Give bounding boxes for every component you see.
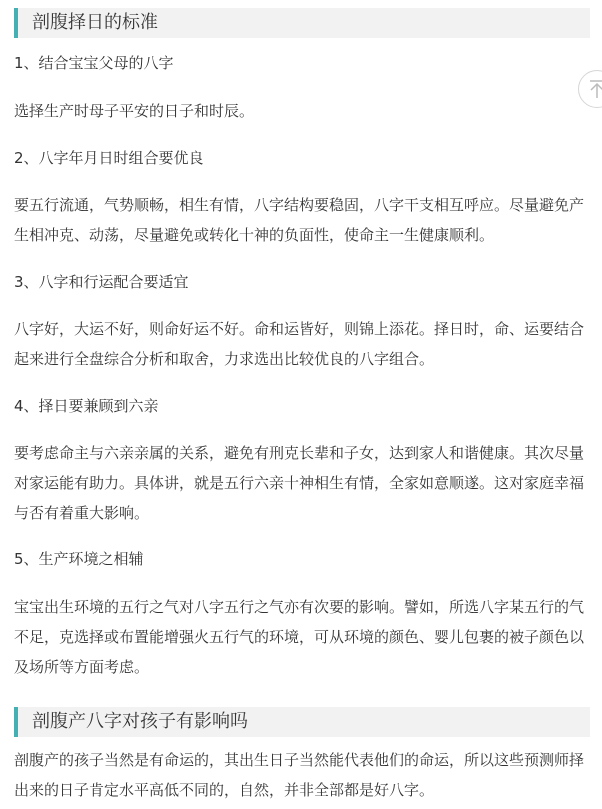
section-heading: 剖腹择日的标准: [14, 8, 590, 38]
paragraph-5: 宝宝出生环境的五行之气对八字五行之气亦有次要的影响。譬如，所选八字某五行的气不足，克选择或布置能增强火五行气的环境，可从环境的颜色、婴儿包裹的被子颜色以及场所等方面考虑。: [14, 598, 585, 676]
paragraph-2: 要五行流通，气势顺畅，相生有情，八字结构要稳固，八字干支相互呼应。尽量避免产生相冲克、动荡，尽量避免或转化十神的负面性，使命主一生健康顺利。: [14, 196, 585, 244]
subheading-4: 4、择日要兼顾到六亲: [14, 397, 159, 415]
subheading-2: 2、八字年月日时组合要优良: [14, 149, 204, 167]
subheading-5: 5、生产环境之相辅: [14, 550, 144, 568]
arrow-up-icon: [588, 79, 602, 99]
paragraph-1: 选择生产时母子平安的日子和时辰。: [14, 102, 255, 120]
section-heading: 剖腹产八字对孩子有影响吗: [14, 707, 590, 737]
paragraph-3: 八字好，大运不好，则命好运不好。命和运皆好，则锦上添花。择日时，命、运要结合起来进行全盘综合分析和取舍，力求选出比较优良的八字组合。: [14, 320, 585, 368]
paragraph-6: 剖腹产的孩子当然是有命运的，其出生日子当然能代表他们的命运，所以这些预测师择出来的日子肯定水平高低不同的，自然，并非全部都是好八字。: [14, 751, 585, 799]
subheading-1: 1、结合宝宝父母的八字: [14, 54, 174, 72]
subheading-3: 3、八字和行运配合要适宜: [14, 273, 189, 291]
paragraph-4: 要考虑命主与六亲亲属的关系，避免有刑克长辈和子女，达到家人和谐健康。其次尽量对家运能有助力。具体讲，就是五行六亲十神相生有情，全家如意顺遂。这对家庭幸福与否有着重大影响。: [14, 444, 585, 522]
